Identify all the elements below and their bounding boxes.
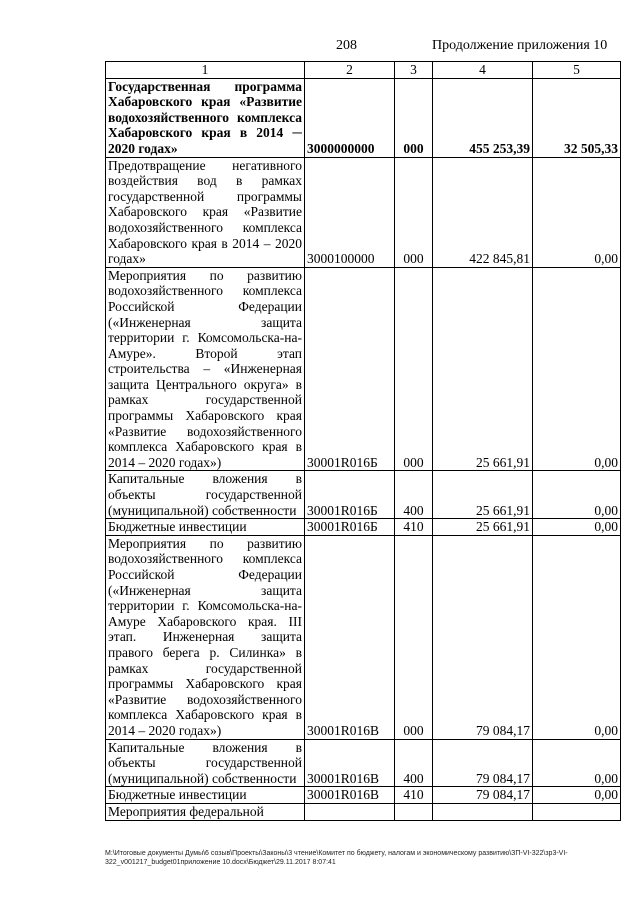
- row-code: 30001R016В: [305, 739, 395, 787]
- row-name: Бюджетные инвестиции: [106, 519, 305, 536]
- row-kind: 000: [395, 157, 433, 267]
- row-code: 30001R016В: [305, 787, 395, 804]
- row-amount2: 0,00: [533, 739, 621, 787]
- row-kind: 000: [395, 535, 433, 739]
- row-amount2: 0,00: [533, 267, 621, 471]
- row-name: Мероприятия федеральной: [106, 803, 305, 820]
- table-row: [106, 519, 621, 536]
- row-amount: 422 845,81: [433, 157, 533, 267]
- page-number: 208: [336, 38, 357, 53]
- row-name: Капитальные вложения в объекты государственной (муниципальной) собственности: [106, 471, 305, 519]
- row-amount2: 0,00: [533, 471, 621, 519]
- row-amount2: 0,00: [533, 535, 621, 739]
- table-row: [106, 157, 621, 267]
- row-name: Мероприятия по развитию водохозяйственного комплекса Российской Федерации («Инженерная защита территории г. Комсомольска-на-Амуре». Второй этап строительства – «Инженерная защита Центрального округа» в рамках государственной программы Хабаровского края «Развитие водохозяйственного комплекса Хабаровского края в 2014 – 2020 годах»): [106, 267, 305, 471]
- column-header: 4: [433, 62, 533, 79]
- row-kind: 000: [395, 267, 433, 471]
- column-header: 5: [533, 62, 621, 79]
- row-amount: 79 084,17: [433, 787, 533, 804]
- row-amount: 25 661,91: [433, 267, 533, 471]
- row-amount2: 0,00: [533, 157, 621, 267]
- row-amount2: [533, 803, 621, 820]
- row-kind: [395, 803, 433, 820]
- budget-table: [105, 61, 621, 821]
- row-amount: 455 253,39: [433, 78, 533, 157]
- row-name: Бюджетные инвестиции: [106, 787, 305, 804]
- row-code: 3000100000: [305, 157, 395, 267]
- table-row: [106, 471, 621, 519]
- column-header: 1: [106, 62, 305, 79]
- column-header: 2: [305, 62, 395, 79]
- row-code: 30001R016Б: [305, 519, 395, 536]
- column-header: 3: [395, 62, 433, 79]
- row-code: [305, 803, 395, 820]
- row-name: Предотвращение негативного воздействия вод в рамках государственной программы Хабаровского края «Развитие водохозяйственного комплекса Хабаровского края в 2014 – 2020 годах»: [106, 157, 305, 267]
- document-path-footer: M:\Итоговые документы Думы\6 созыв\Проекты\Законы\3 чтение\Комитет по бюджету, налогам и экономическому развитию\ЗП-VI-322\зр3-VI-322_v001217_budget01приложение 10.docx\Бюджет\29.11.2017 8:07:41: [105, 850, 568, 866]
- row-code: 3000000000: [305, 78, 395, 157]
- row-name: Капитальные вложения в объекты государственной (муниципальной) собственности: [106, 739, 305, 787]
- table-header-row: [106, 62, 621, 79]
- table-row: [106, 803, 621, 820]
- row-amount: 79 084,17: [433, 739, 533, 787]
- row-amount: 25 661,91: [433, 519, 533, 536]
- row-name: Мероприятия по развитию водохозяйственного комплекса Российской Федерации («Инженерная защита территории г. Комсомольска-на-Амуре Хабаровского края. III этап. Инженерная защита правого берега р. Силинка» в рамках государственной программы Хабаровского края «Развитие водохозяйственного комплекса Хабаровского края в 2014 – 2020 годах»): [106, 535, 305, 739]
- table-row: [106, 535, 621, 739]
- row-kind: 410: [395, 787, 433, 804]
- table-row: [106, 267, 621, 471]
- row-amount2: 32 505,33: [533, 78, 621, 157]
- row-kind: 410: [395, 519, 433, 536]
- row-amount: 25 661,91: [433, 471, 533, 519]
- table-row: [106, 787, 621, 804]
- row-amount2: 0,00: [533, 787, 621, 804]
- table-row: [106, 739, 621, 787]
- row-amount2: 0,00: [533, 519, 621, 536]
- row-kind: 000: [395, 78, 433, 157]
- appendix-continuation-title: Продолжение приложения 10: [432, 38, 608, 53]
- row-kind: 400: [395, 739, 433, 787]
- row-code: 30001R016В: [305, 535, 395, 739]
- table-row: [106, 78, 621, 157]
- row-name: Государственная программа Хабаровского края «Развитие водохозяйственного комплекса Хабаровского края в 2014 ─ 2020 годах»: [106, 78, 305, 157]
- row-code: 30001R016Б: [305, 471, 395, 519]
- row-kind: 400: [395, 471, 433, 519]
- row-code: 30001R016Б: [305, 267, 395, 471]
- row-amount: [433, 803, 533, 820]
- row-amount: 79 084,17: [433, 535, 533, 739]
